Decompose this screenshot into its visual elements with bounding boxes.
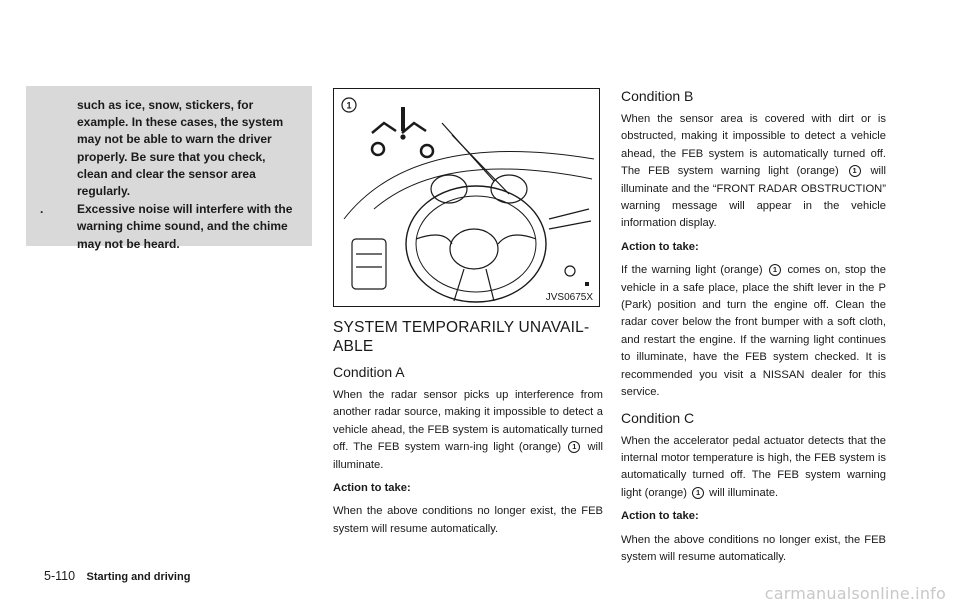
dashboard-figure: [333, 88, 600, 307]
car-left-icon: [372, 123, 396, 133]
condition-b-body-end: will illuminate and the “FRONT RADAR OBSTRUCTION” warning message will appear in the vehicle information display.: [621, 165, 886, 230]
footer-section-name: Starting and driving: [86, 571, 191, 583]
notice-continuation-text: such as ice, snow, stickers, for example. In these cases, the system may not be able to warn the driver properly. Be sure that you check, clean and clear the sensor area regularly.: [77, 98, 284, 199]
steering-wheel: [406, 186, 546, 302]
condition-a-action-text: When the above conditions no longer exist, the FEB system will resume automatically.: [333, 505, 603, 535]
condition-a-title: Condition A: [333, 364, 405, 380]
condition-b-body-text: When the sensor area is covered with dirt or is obstructed, making it impossible to detect a vehicle ahead, the FEB system is automatically turned off. The FEB system warning light (orange): [621, 113, 886, 178]
callout-ref-icon: 1: [849, 165, 861, 177]
car-right-icon: [402, 123, 426, 133]
condition-c-body-text: When the accelerator pedal actuator detects that the internal motor temperature is high, the FEB system is automatically turned off. The FEB system warning light (orange): [621, 434, 886, 499]
watermark-text: carmanualsonline.info: [764, 584, 946, 603]
bullet-marker: .: [40, 202, 44, 217]
callout-ref-icon: 1: [769, 264, 781, 276]
condition-a-body-end: will illuminate.: [333, 441, 603, 471]
callout-number: 1: [346, 100, 352, 111]
right-column: [621, 88, 886, 572]
condition-c-body-end: will illuminate.: [709, 486, 779, 499]
condition-c-title: Condition C: [621, 409, 695, 426]
condition-c-body: [621, 433, 886, 503]
condition-a-action-label: Action to take:: [333, 482, 411, 495]
warning-notice-box: [26, 86, 312, 251]
condition-b-action-end: comes on, stop the vehicle in a safe place, place the shift lever in the P (Park) position and turn the engine off. Clean the radar cover below the front bumper with a soft cloth, and restart the engine. If the warning light continues to illuminate, have the FEB system checked. It is recommended you visit a NISSAN dealer for this service.: [621, 264, 886, 399]
steering-wheel-illustration: [334, 89, 600, 307]
figure-label: JVS0675X: [545, 292, 593, 303]
condition-c-action-text: When the above conditions no longer exist, the FEB system will resume automatically.: [621, 533, 886, 563]
middle-column: [333, 318, 603, 544]
callout-ref-icon: 1: [568, 441, 580, 453]
notice-bullet-text: Excessive noise will interfere with the warning chime sound, and the chime may not be heard.: [77, 202, 293, 251]
page-footer: [44, 569, 190, 583]
condition-b-body: [621, 111, 886, 233]
condition-b-action-label: Action to take:: [621, 240, 699, 253]
condition-b-action-start: If the warning light (orange): [621, 264, 763, 277]
condition-a-body: [333, 387, 603, 474]
notice-bullet-item: [38, 201, 298, 253]
page-number: 5-110: [44, 569, 76, 583]
callout-ref-icon: 1: [692, 487, 704, 499]
section-heading: SYSTEM TEMPORARILY UNAVAIL-ABLE: [333, 319, 590, 355]
condition-c-action-label: Action to take:: [621, 510, 699, 523]
condition-b-title: Condition B: [621, 88, 694, 104]
condition-b-action-text: [621, 262, 886, 401]
condition-a-body-text: When the radar sensor picks up interference from another radar source, making it impossible to detect a vehicle ahead, the FEB system is automatically turned off. The FEB system warn-ing light (orange): [333, 389, 603, 454]
